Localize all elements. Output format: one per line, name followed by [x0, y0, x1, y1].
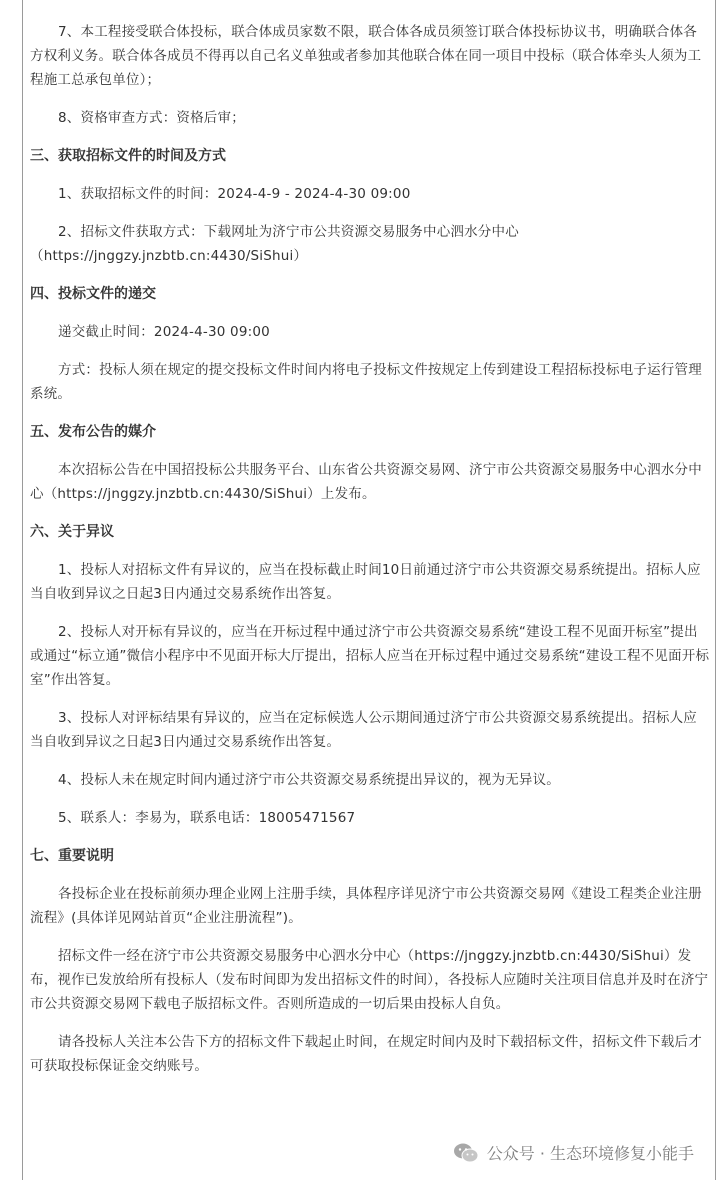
section-6-contact: 5、联系人：李易为，联系电话：18005471567: [58, 810, 356, 826]
document-body: [30, 20, 710, 1078]
section-4-heading: 四、投标文件的递交: [30, 286, 156, 302]
watermark: [453, 1141, 694, 1164]
section-7-heading: 七、重要说明: [30, 848, 114, 864]
section-6-heading: 六、关于异议: [30, 524, 114, 540]
section-7-item-1: 各投标企业在投标前须办理企业网上注册手续，具体程序详见济宁市公共资源交易网《建设工程类企业注册流程》(具体详见网站首页“企业注册流程”)。: [30, 886, 702, 926]
section-3-heading: 三、获取招标文件的时间及方式: [30, 148, 226, 164]
section-5-text: 本次招标公告在中国招投标公共服务平台、山东省公共资源交易网、济宁市公共资源交易服务中心泗水分中心（https://jnggzy.jnzbtb.cn:4430/SiShui）上发布。: [30, 462, 702, 502]
section-3-item-1: 1、获取招标文件的时间：2024-4-9 - 2024-4-30 09:00: [58, 186, 411, 202]
section-3-item-2: 2、招标文件获取方式：下载网址为济宁市公共资源交易服务中心泗水分中心（https://jnggzy.jnzbtb.cn:4430/SiShui）: [30, 224, 519, 264]
section-4-method: 方式：投标人须在规定的提交投标文件时间内将电子投标文件按规定上传到建设工程招标投标电子运行管理系统。: [30, 362, 702, 402]
section-7-item-2: 招标文件一经在济宁市公共资源交易服务中心泗水分中心（https://jnggzy.jnzbtb.cn:4430/SiShui）发布，视作已发放给所有投标人（发布时间即为发出招标文件的时间），各投标人应随时关注项目信息并及时在济宁市公共资源交易网下载电子版招标文件。否则所造成的一切后果由投标人自负。: [30, 948, 709, 1012]
clause-7: 7、本工程接受联合体投标，联合体成员家数不限，联合体各成员须签订联合体投标协议书，明确联合体各方权利义务。联合体各成员不得再以自己名义单独或者参加其他联合体在同一项目中投标（联合体牵头人须为工程施工总承包单位）；: [30, 24, 702, 88]
wechat-icon: [453, 1142, 479, 1164]
watermark-text: 公众号 · 生态环境修复小能手: [486, 1144, 694, 1163]
section-5-heading: 五、发布公告的媒介: [30, 424, 156, 440]
clause-8: 8、资格审查方式：资格后审；: [58, 110, 245, 126]
section-6-item-2: 2、投标人对开标有异议的，应当在开标过程中通过济宁市公共资源交易系统“建设工程不见面开标室”提出或通过“标立通”微信小程序中不见面开标大厅提出，招标人应当在开标过程中通过交易系统“建设工程不见面开标室”作出答复。: [30, 624, 710, 688]
section-4-deadline: 递交截止时间：2024-4-30 09:00: [58, 324, 270, 340]
section-7-item-3: 请各投标人关注本公告下方的招标文件下载起止时间，在规定时间内及时下载招标文件，招标文件下载后才可获取投标保证金交纳账号。: [30, 1034, 702, 1074]
section-6-item-3: 3、投标人对评标结果有异议的，应当在定标候选人公示期间通过济宁市公共资源交易系统提出。招标人应当自收到异议之日起3日内通过交易系统作出答复。: [30, 710, 697, 750]
section-6-item-4: 4、投标人未在规定时间内通过济宁市公共资源交易系统提出异议的，视为无异议。: [58, 772, 560, 788]
section-6-item-1: 1、投标人对招标文件有异议的，应当在投标截止时间10日前通过济宁市公共资源交易系统提出。招标人应当自收到异议之日起3日内通过交易系统作出答复。: [30, 562, 701, 602]
